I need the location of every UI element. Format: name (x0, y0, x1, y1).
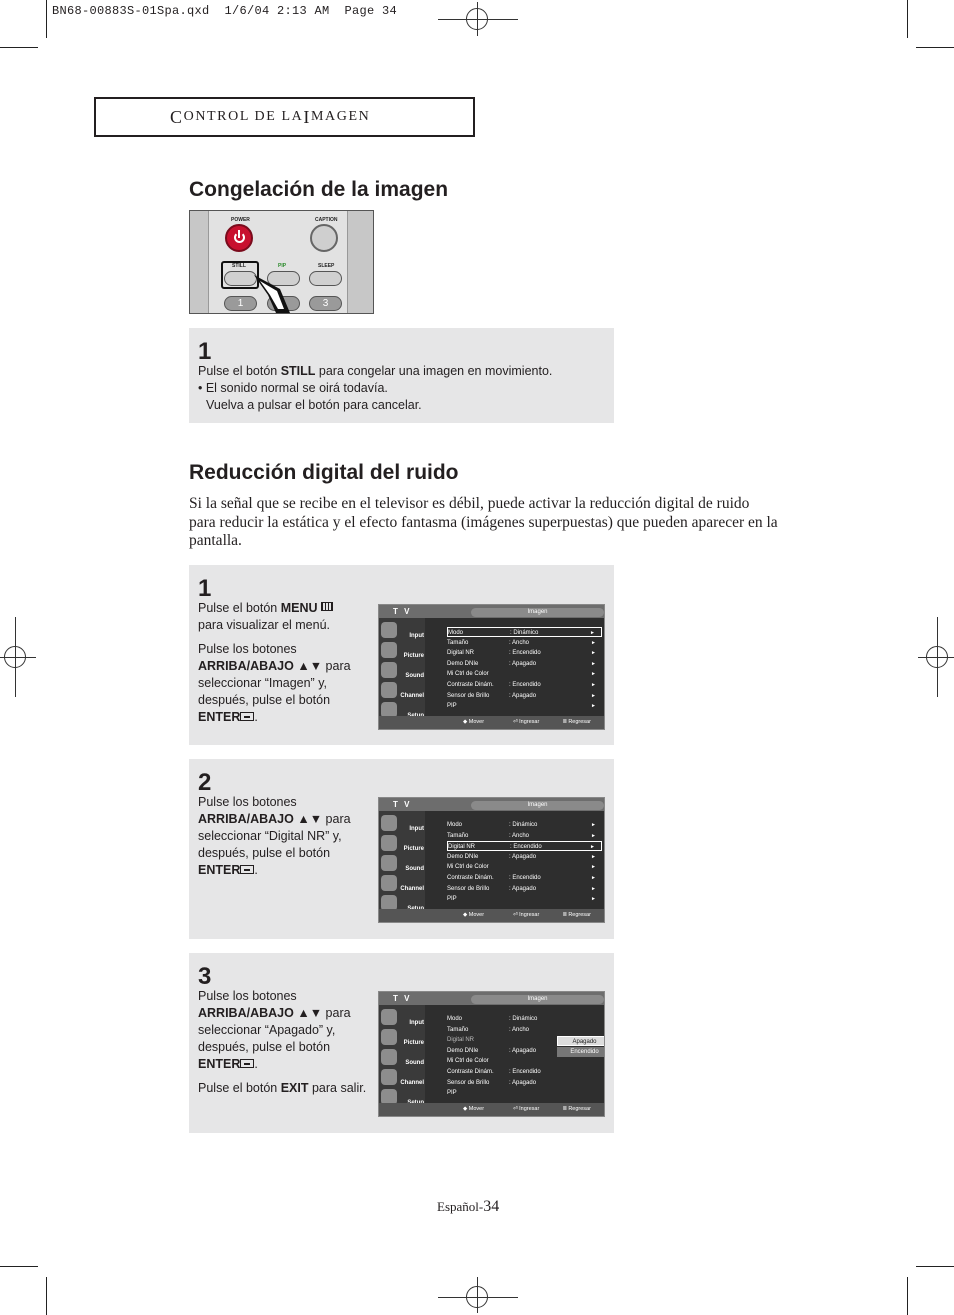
arrow-right-icon: ► (591, 639, 596, 646)
dnr-intro: Si la señal que se recibe en el televisor es débil, puede activar la reducción digital de ruido para reducir la estática y el efecto fantasma (imágenes superpuestas) que pueden aparecer en la pantalla. (189, 495, 778, 549)
footer-enter: ⏎ Ingresar (513, 912, 540, 918)
enter-icon (240, 1059, 254, 1068)
arrow-right-icon: ► (591, 682, 596, 688)
tv-menu-screen-3 (378, 991, 605, 1117)
enter-icon (240, 712, 254, 721)
tab-imagen: Imagen (471, 995, 604, 1004)
osd-row: Contraste Dinám. : Encendido ► (447, 682, 596, 688)
dropdown-option-encendido: Encendido (557, 1047, 605, 1057)
step-number: 1 (198, 575, 212, 602)
arrow-right-icon: ► (591, 885, 596, 892)
osd-row: Sensor de Brillo : Apagado (447, 1079, 537, 1086)
menu-icon (321, 602, 333, 611)
picture-icon (381, 1029, 397, 1045)
osd-row: Contraste Dinám. : Encendido ► (447, 875, 596, 881)
section-header: C ONTROL DE LA I MAGEN (94, 97, 475, 137)
osd-side-sound: Sound (381, 855, 425, 873)
footer-back: Ⅲ Regresar (563, 719, 591, 725)
osd-row: Modo : Dinámico ► (447, 822, 596, 828)
osd-row: Sensor de Brillo : Apagado ► (447, 692, 596, 699)
file-header: BN68-00883S-01Spa.qxd 1/6/04 2:13 AM Page 34 (52, 4, 398, 18)
arrow-right-icon: ► (591, 853, 596, 860)
sound-icon (381, 662, 397, 678)
osd-side-sound: Sound (381, 1049, 425, 1067)
osd-row: Demo DNIe : Apagado (447, 1047, 537, 1054)
arrow-right-icon: ► (591, 875, 596, 881)
dnr-step-2-text: Pulse los botones ARRIBA/ABAJO ▲▼ para seleccionar “Digital NR” y, después, pulse el botón ENTER . (198, 795, 351, 877)
arrow-right-icon: ► (591, 650, 596, 657)
osd-side-channel: Channel (381, 1069, 425, 1087)
osd-row: Digital NR : Encendido ► (447, 650, 596, 657)
crop-mark (46, 0, 47, 38)
osd-row: Modo : Dinámico (447, 1016, 538, 1022)
freeze-title: Congelación de la imagen (189, 178, 449, 201)
channel-icon (381, 1069, 397, 1085)
dropdown-option-apagado: Apagado (557, 1036, 605, 1046)
osd-row: PIP ► (447, 703, 596, 710)
arrow-right-icon: ► (591, 703, 596, 710)
enter-icon (240, 865, 254, 874)
osd-row: Sensor de Brillo : Apagado ► (447, 885, 596, 892)
dnr-step-3-text: Pulse los botones ARRIBA/ABAJO ▲▼ para seleccionar “Apagado” y, después, pulse el botón ENTER . Pulse el botón EXIT para salir. (198, 989, 367, 1095)
osd-side-picture: Picture (381, 1029, 425, 1047)
number-3-button: 3 (309, 296, 342, 311)
osd-row: Contraste Dinám. : Encendido (447, 1069, 541, 1075)
step-number: 3 (198, 963, 212, 990)
footer-back: Ⅲ Regresar (563, 912, 591, 918)
osd-row: Digital NR : Encendido ► (447, 841, 602, 851)
osd-row: PIP ► (447, 896, 596, 903)
tv-menu-screen-1 (378, 604, 605, 730)
osd-row: Mi Ctrl de Color ► (447, 864, 596, 871)
tv-label: T V (393, 994, 412, 1003)
dnr-title: Reducción digital del ruido (189, 461, 459, 484)
caption-button (310, 224, 338, 252)
osd-side-picture: Picture (381, 835, 425, 853)
arrow-right-icon: ► (591, 896, 596, 903)
osd-row: Tamaño : Ancho (447, 1026, 530, 1033)
footer-move: ◆ Mover (463, 719, 485, 725)
osd-side-picture: Picture (381, 642, 425, 660)
input-icon (381, 1009, 397, 1025)
arrow-right-icon: ► (591, 864, 596, 871)
footer-back: Ⅲ Regresar (563, 1106, 591, 1112)
arrow-right-icon: ► (590, 630, 595, 636)
page-number: Español-34 (437, 1198, 500, 1215)
crop-mark (907, 1277, 908, 1315)
sleep-button (309, 271, 342, 286)
up-down-arrows-icon: ▲▼ (297, 812, 323, 826)
osd-row: Modo : Dinámico ► (447, 627, 602, 637)
footer-move: ◆ Mover (463, 912, 485, 918)
osd-side-input: Input (381, 815, 425, 833)
sound-icon (381, 1049, 397, 1065)
osd-row: Tamaño : Ancho ► (447, 639, 596, 646)
sound-icon (381, 855, 397, 871)
pointer-arrow-icon (250, 273, 300, 314)
up-down-arrows-icon: ▲▼ (297, 1006, 323, 1020)
arrow-right-icon: ► (591, 832, 596, 839)
arrow-right-icon: ► (591, 660, 596, 667)
remote-control-illustration: POWER CAPTION STILL PIP SLEEP 1 3 (189, 210, 374, 314)
osd-side-input: Input (381, 1009, 425, 1027)
osd-side-channel: Channel (381, 682, 425, 700)
tv-label: T V (393, 607, 412, 616)
crop-mark (916, 1266, 954, 1267)
arrow-right-icon: ► (591, 692, 596, 699)
osd-side-sound: Sound (381, 662, 425, 680)
osd-row: Mi Ctrl de Color (447, 1058, 489, 1065)
osd-row: Demo DNIe : Apagado ► (447, 853, 596, 860)
footer-enter: ⏎ Ingresar (513, 1106, 540, 1112)
footer-enter: ⏎ Ingresar (513, 719, 540, 725)
tab-imagen: Imagen (471, 608, 604, 617)
up-down-arrows-icon: ▲▼ (297, 659, 323, 673)
osd-row: Tamaño : Ancho ► (447, 832, 596, 839)
footer-move: ◆ Mover (463, 1106, 485, 1112)
freeze-step-text: Pulse el botón STILL para congelar una imagen en movimiento. • El sonido normal se oirá todavía. Vuelva a pulsar el botón para cancelar. (198, 364, 553, 412)
osd-row: PIP (447, 1090, 457, 1097)
channel-icon (381, 875, 397, 891)
tab-imagen: Imagen (471, 801, 604, 810)
osd-side-input: Input (381, 622, 425, 640)
arrow-right-icon: ► (590, 844, 595, 851)
crop-mark (916, 47, 954, 48)
picture-icon (381, 835, 397, 851)
tv-label: T V (393, 800, 412, 809)
tv-menu-screen-2 (378, 797, 605, 923)
power-button (225, 224, 253, 252)
dnr-step-1-text: Pulse el botón MENU para visualizar el menú. Pulse los botones ARRIBA/ABAJO ▲▼ para seleccionar “Imagen” y, después, pulse el botón ENTER . (198, 601, 351, 724)
crop-mark (0, 47, 38, 48)
osd-row: Demo DNIe : Apagado ► (447, 660, 596, 667)
crop-mark (0, 1266, 38, 1267)
step-number: 1 (198, 338, 212, 365)
input-icon (381, 815, 397, 831)
step-number: 2 (198, 769, 212, 796)
crop-mark (907, 0, 908, 38)
picture-icon (381, 642, 397, 658)
arrow-right-icon: ► (591, 671, 596, 678)
crop-mark (46, 1277, 47, 1315)
arrow-right-icon: ► (591, 822, 596, 828)
number-1-button: 1 (224, 296, 257, 311)
channel-icon (381, 682, 397, 698)
osd-row: Digital NR (447, 1037, 475, 1044)
freeze-step-panel (189, 328, 614, 423)
osd-row: Mi Ctrl de Color ► (447, 671, 596, 678)
osd-side-channel: Channel (381, 875, 425, 893)
input-icon (381, 622, 397, 638)
